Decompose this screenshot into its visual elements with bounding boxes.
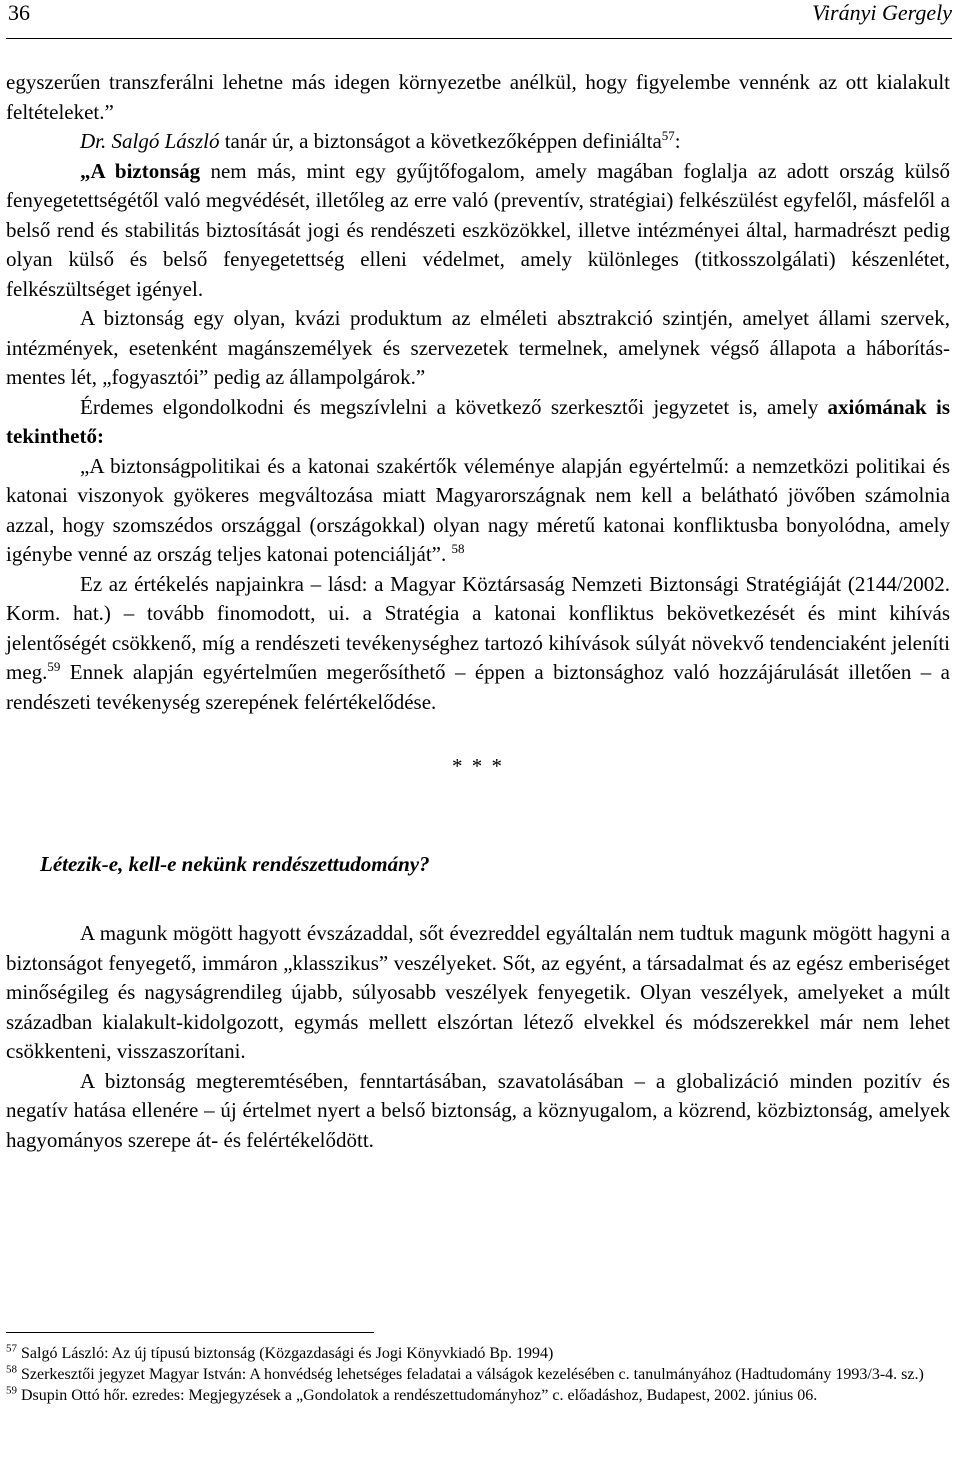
paragraph-text: tanár úr, a biztonságot a következőképpen definiálta <box>219 129 662 153</box>
paragraph-text: nem más, mint egy gyűjtőfogalom, amely magában foglalja az adott ország külső fenyegetettségétől való megvédését, illetőleg az erre való (preventív, stratégiai) felkészülést egyfelől, másfelől a belső rend és stabilitás biztosítását jogi és rendészeti eszközökkel, illetve intézményei által, harmadrészt pedig olyan külső és belső fenyegetettség elleni védelmet, amely különleges (titkosszolgálati) készenlétet, felkészültséget igényel. <box>6 158 951 301</box>
running-author: Virányi Gergely <box>812 0 952 25</box>
person-name: Dr. Salgó László <box>80 129 220 153</box>
footnote <box>6 1364 950 1385</box>
paragraph-text: Ennek alapján egyértelműen megerősíthető – éppen a biztonsághoz való hozzájárulását illetően – a rendészeti tevékenység szerepének felértékelődése. <box>6 660 950 714</box>
paragraph: A biztonság megteremtésében, fenntartásában, szavatolásában – a globalizáció minden pozitív és negatív hatása ellenére – új értelmet nyert a belső biztonság, a köznyugalom, a közrend, közbiztonság, amelyek hagyományos szerepe át- és felértékelődött. <box>6 1068 950 1152</box>
paragraph <box>6 570 950 718</box>
footnote-text: Dsupin Ottó hőr. ezredes: Megjegyzések a „Gondolatok a rendészettudományhoz” c. előadáshoz, Budapest, 2002. június 06. <box>17 1387 818 1404</box>
footnote-number: 59 <box>6 1384 17 1397</box>
paragraph-text: Ez az értékelés napjainkra – lásd: a Magyar Köztársaság Nemzeti Biztonsági Stratégiáját (2144/2002. Korm. hat.) – tovább finomodott, ui. a Stratégia a katonai konfliktus bekövetkezését és mint kihívás jelentőségét csökkenő, míg a rendészeti tevékenységhez tartozó kihívások súlyát növekvő tendenciaként jeleníti meg. <box>6 571 950 684</box>
bold-phrase: „A biztonság <box>80 158 201 183</box>
paragraph-text: „A biztonságpolitikai és a katonai szakértők véleménye alapján egyértelmű: a nemzetközi politikai és katonai viszonyok gyökeres megváltozása miatt Magyarországnak nem kell a belátható jövőben számolnia azzal, hogy szomszédos országgal (országokkal) olyan nagy méretű katonai konfliktusba bonyolódna, amely igénybe venné az ország teljes katonai potenciálját”. <box>6 453 950 566</box>
footnote-text: Szerkesztői jegyzet Magyar István: A honvédség lehetséges feladatai a válságok kezelésében c. tanulmányához (Hadtudomány 1993/3-4. sz.) <box>17 1366 924 1383</box>
paragraph-text: : <box>674 129 681 153</box>
footnote-divider <box>6 1332 374 1333</box>
paragraph-text: Érdemes elgondolkodni és megszívlelni a következő szerkesztői jegyzetet is, amely <box>80 394 828 419</box>
footnote-list <box>6 1343 950 1406</box>
running-header <box>6 0 952 39</box>
section-title: Létezik-e, kell-e nekünk rendészettudomány? <box>40 851 430 876</box>
footnote <box>6 1343 950 1364</box>
footnote-ref: 58 <box>451 541 465 556</box>
paragraph: A biztonság egy olyan, kvázi produktum az elméleti absztrakció szintjén, amelyet állami szervek, intézmények, esetenként magánszemélyek és szervezetek termelnek, amelynek végső állapota a háborítás-mentes lét, „fogyasztói” pedig az állampolgárok.” <box>6 306 950 389</box>
footnote-ref: 57 <box>661 128 675 143</box>
footnote-ref: 59 <box>47 659 61 674</box>
main-text <box>6 68 950 1155</box>
paragraph: A magunk mögött hagyott évszázaddal, sőt évezreddel egyáltalán nem tudtuk magunk mögött hagyni a biztonságot fenyegető, immáron „klasszikus” veszélyeket. Sőt, az egyént, a társadalmat és az egész emberiséget minőségileg és nagyságrendileg újabb, súlyosabb veszélyek fenyegetik. Olyan veszélyek, amelyeket a múlt században kialakult-kidolgozott, egymás mellett elszórtan létező elvekkel és módszerekkel már nem lehet csökkenteni, visszaszorítani. <box>6 921 950 1063</box>
footnote-number: 58 <box>6 1363 17 1376</box>
footnotes <box>6 1332 950 1406</box>
footnote-number: 57 <box>6 1342 17 1355</box>
bold-phrase: axiómának is tekinthető: <box>6 394 950 448</box>
paragraph <box>6 127 950 157</box>
section-separator: * * * <box>452 754 504 778</box>
quote-paragraph <box>6 157 950 305</box>
paragraph: egyszerűen transzferálni lehetne más idegen környezetbe anélkül, hogy figyelembe vennénk az ott kialakult feltételeket.” <box>6 70 950 124</box>
paragraph <box>6 393 950 452</box>
footnote-text: Salgó László: Az új típusú biztonság (Közgazdasági és Jogi Könyvkiadó Bp. 1994) <box>17 1345 554 1362</box>
page-number: 36 <box>8 0 30 25</box>
quote-paragraph <box>6 452 950 570</box>
footnote <box>6 1385 950 1406</box>
